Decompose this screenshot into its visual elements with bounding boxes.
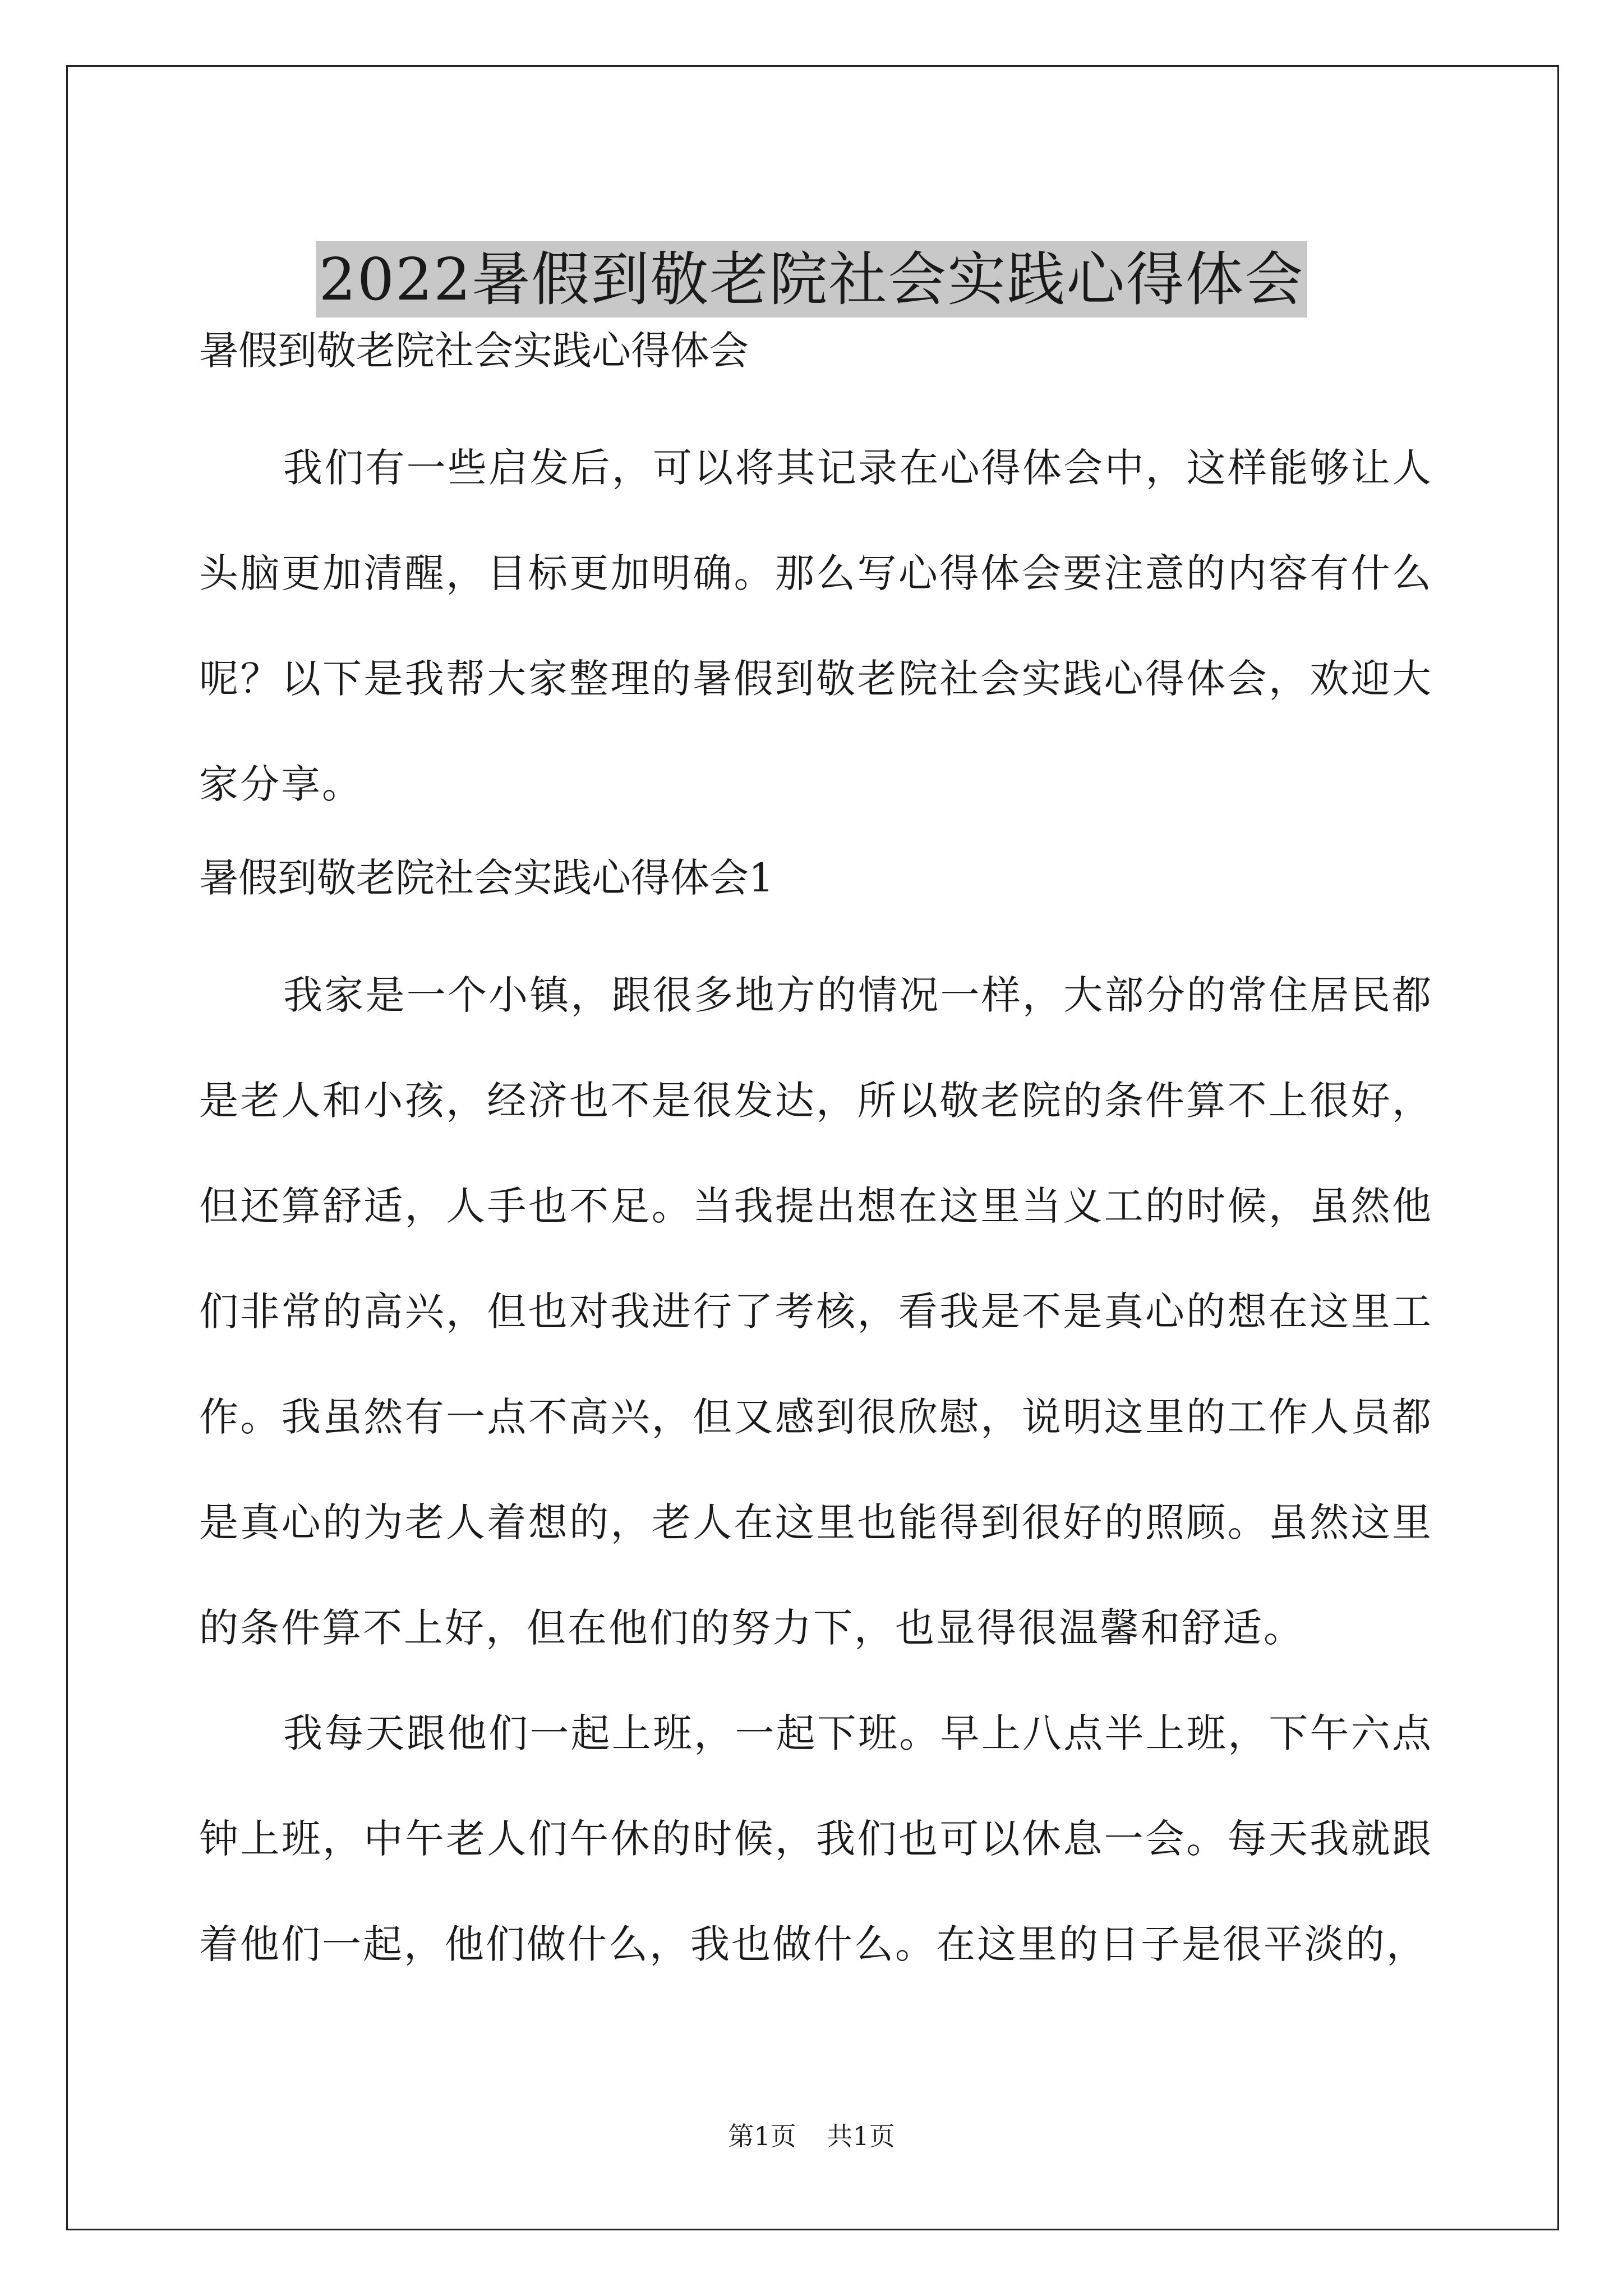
document-title: 2022暑假到敬老院社会实践心得体会 [316,241,1308,318]
page-footer [0,2119,1623,2153]
document-body [199,314,1433,1997]
body-paragraph-2: 我每天跟他们一起上班，一起下班。早上八点半上班，下午六点钟上班，中午老人们午休的时候，我们也可以休息一会。每天我就跟着他们一起，他们做什么，我也做什么。在这里的日子是很平淡的， [199,1710,1433,1967]
document-subtitle: 暑假到敬老院社会实践心得体会 [199,328,749,374]
intro-paragraph: 我们有一些启发后，可以将其记录在心得体会中，这样能够让人头脑更加清醒，目标更加明确。那么写心得体会要注意的内容有什么呢？以下是我帮大家整理的暑假到敬老院社会实践心得体会，欢迎大家分享。 [199,445,1433,807]
section-heading: 暑假到敬老院社会实践心得体会1 [199,855,774,901]
page-number-current: 第1页 [728,2121,796,2151]
body-paragraph-1: 我家是一个小镇，跟很多地方的情况一样，大部分的常住居民都是老人和小孩，经济也不是很发达，所以敬老院的条件算不上很好，但还算舒适，人手也不足。当我提出想在这里当义工的时候，虽然他们非常的高兴，但也对我进行了考核，看我是不是真心的想在这里工作。我虽然有一点不高兴，但又感到很欣慰，说明这里的工作人员都是真心的为老人着想的，老人在这里也能得到很好的照顾。虽然这里的条件算不上好，但在他们的努力下，也显得很温馨和舒适。 [199,972,1433,1651]
page-number-total: 共1页 [827,2121,895,2151]
